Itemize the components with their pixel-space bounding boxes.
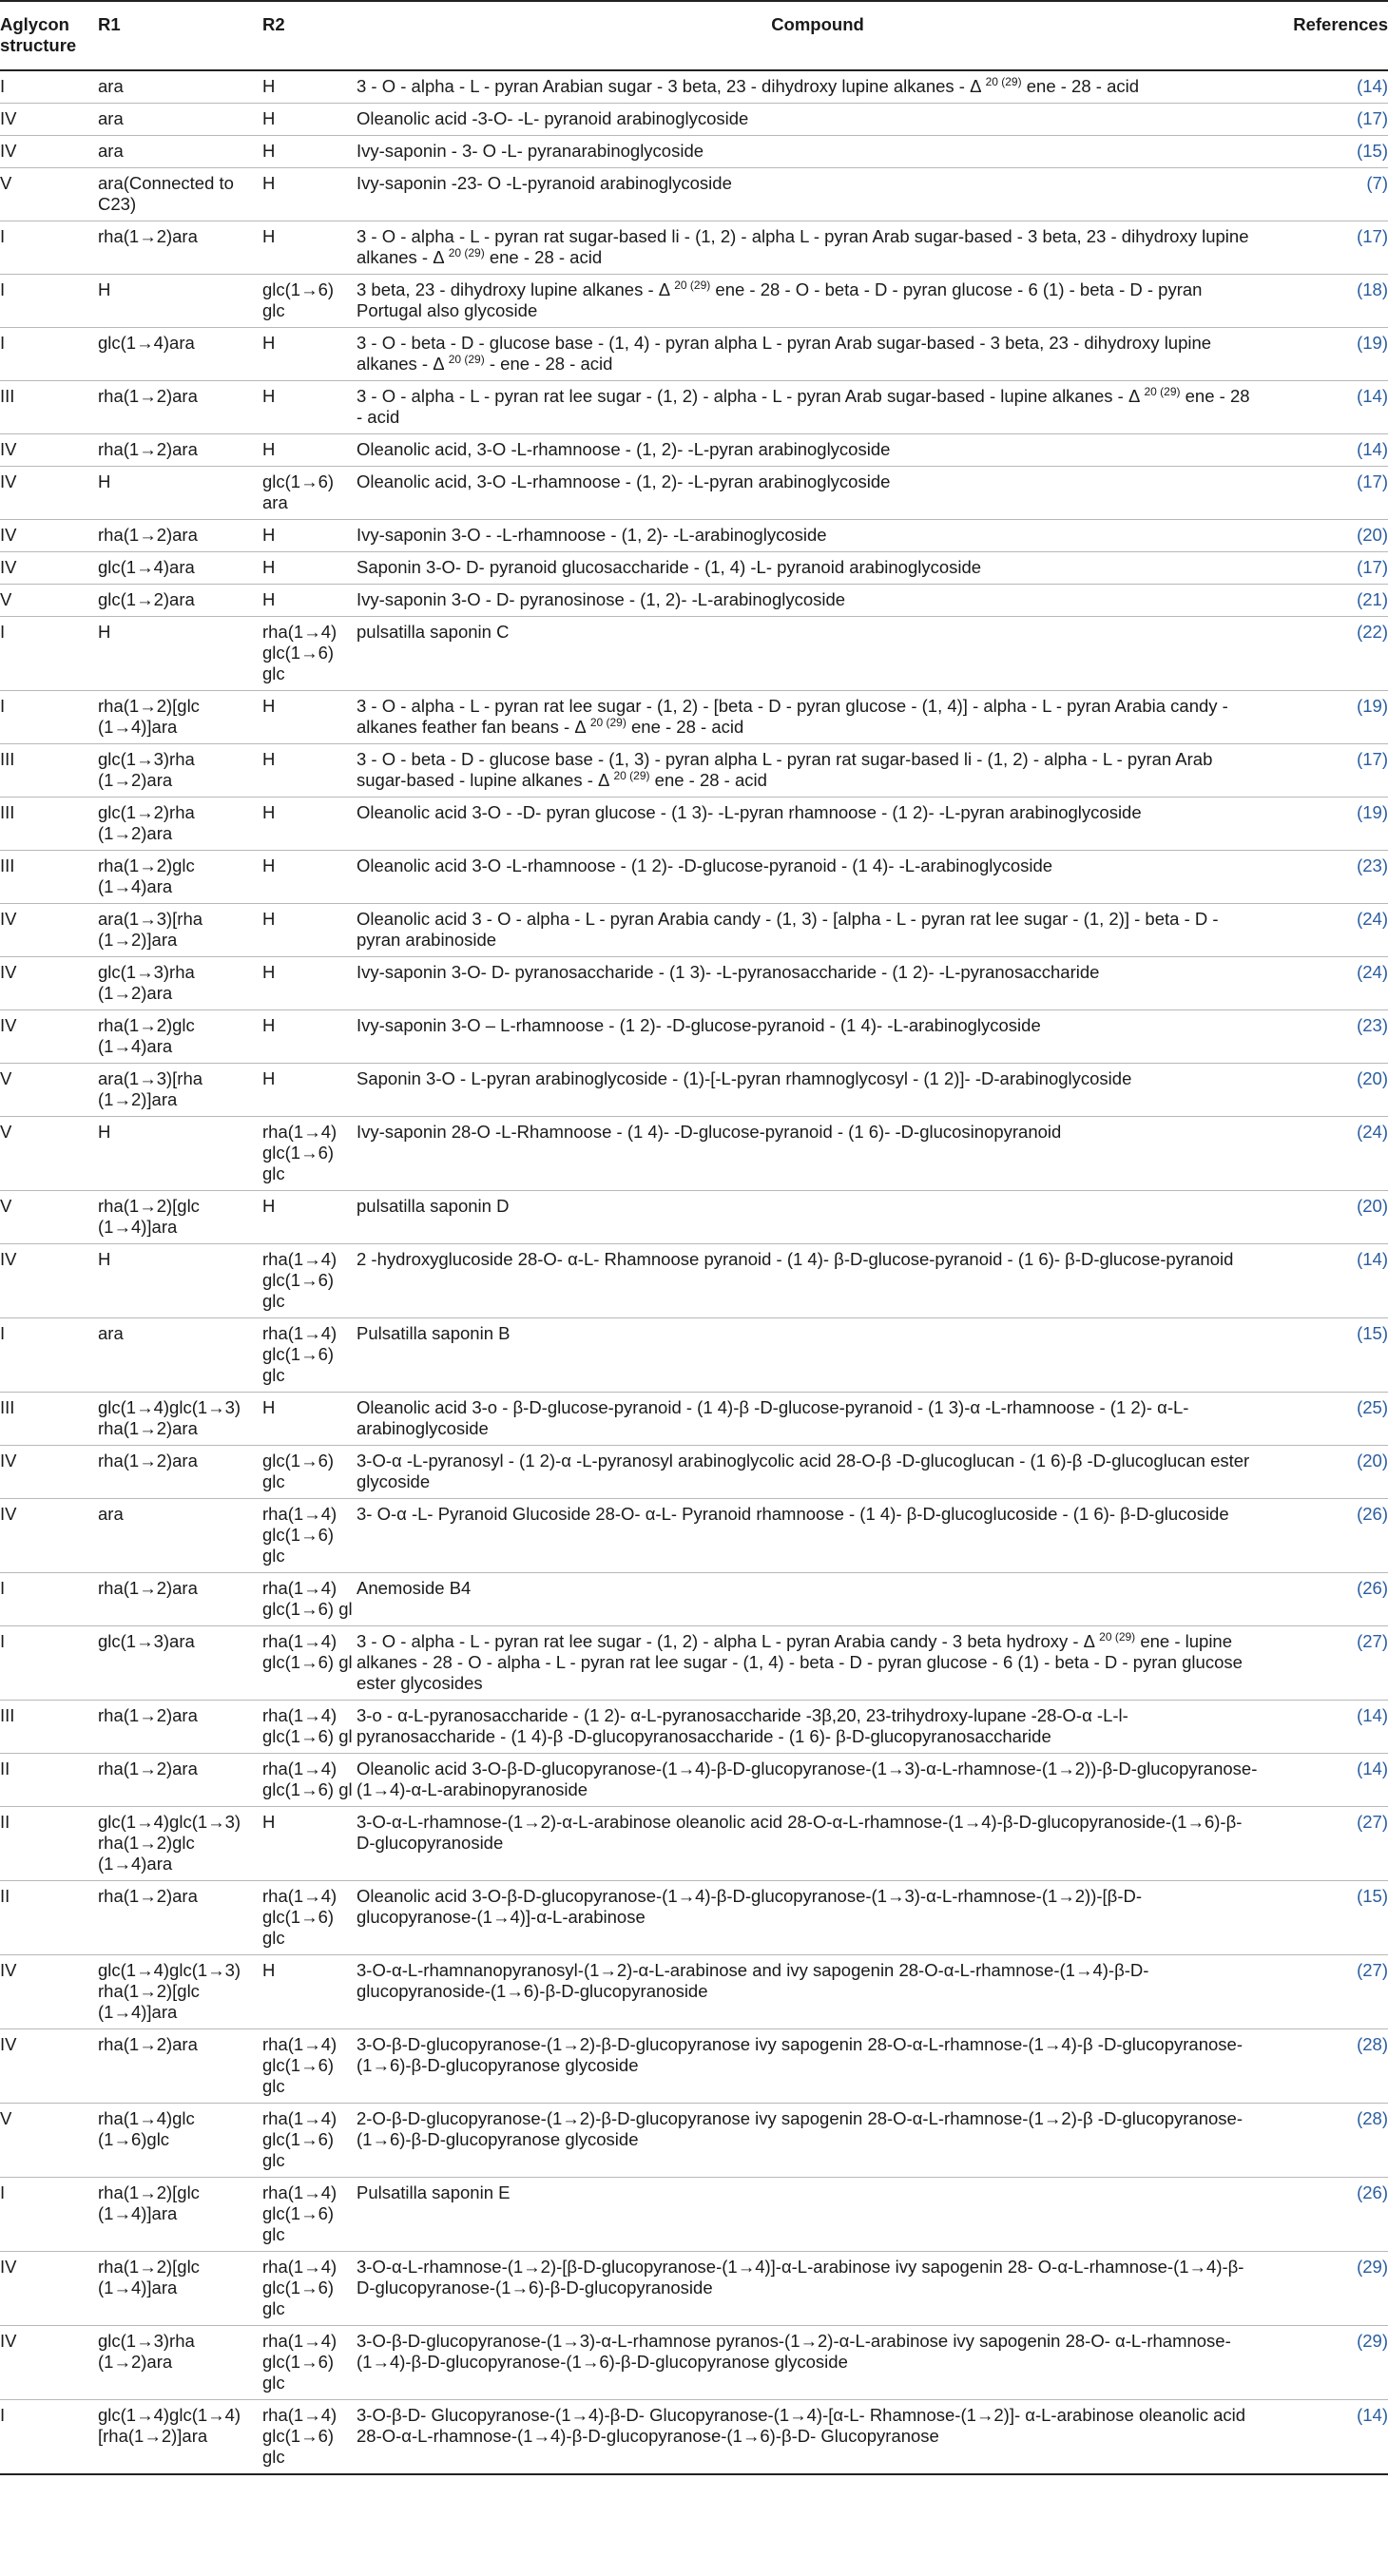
compound-cell: Ivy-saponin - 3- O -L- pyranarabinoglycoside bbox=[357, 136, 1279, 168]
r1-cell: rha(1→2)ara bbox=[98, 1754, 262, 1807]
table-row bbox=[0, 1499, 1388, 1573]
r1-cell: ara bbox=[98, 1318, 262, 1393]
reference-cell: (26) bbox=[1279, 2178, 1388, 2252]
aglycon-cell: I bbox=[0, 2178, 98, 2252]
reference-cell: (15) bbox=[1279, 136, 1388, 168]
aglycon-cell: I bbox=[0, 1626, 98, 1701]
r2-cell: glc(1→6) glc bbox=[262, 275, 357, 328]
compound-cell: 3 - O - alpha - L - pyran rat lee sugar - (1, 2) - [beta - D - pyran glucose - (1, 4)] - alpha - L - pyran Arabia candy - alkanes feather fan beans - Δ $^{20 (29)}$ ene - 28 - acid bbox=[357, 691, 1279, 744]
reference-cell: (27) bbox=[1279, 1807, 1388, 1881]
compound-cell: Anemoside B4 bbox=[357, 1573, 1279, 1626]
compound-cell: 3 beta, 23 - dihydroxy lupine alkanes - Δ $^{20 (29)}$ ene - 28 - O - beta - D - pyran glucose - 6 (1) - beta - D - pyran Portugal also glycoside bbox=[357, 275, 1279, 328]
r2-cell: H bbox=[262, 1010, 357, 1064]
compound-cell: 3-o - α-L-pyranosaccharide - (1 2)- α-L-pyranosaccharide -3β,20, 23-trihydroxy-lupane -28-O-α -L-l-pyranosaccharide - (1 4)-β -D-glucopyranosaccharide - (1 6)- β-D-glucopyranosaccharide bbox=[357, 1701, 1279, 1754]
reference-cell: (28) bbox=[1279, 2029, 1388, 2104]
r1-cell: rha(1→2)[glc (1→4)]ara bbox=[98, 691, 262, 744]
table-row bbox=[0, 168, 1388, 221]
aglycon-cell: III bbox=[0, 851, 98, 904]
r1-cell: H bbox=[98, 1117, 262, 1191]
reference-cell: (19) bbox=[1279, 328, 1388, 381]
table-row bbox=[0, 70, 1388, 104]
r1-cell: rha(1→2)ara bbox=[98, 1881, 262, 1955]
table-row bbox=[0, 2104, 1388, 2178]
header-compound: Compound bbox=[357, 1, 1279, 70]
aglycon-cell: III bbox=[0, 1701, 98, 1754]
reference-cell: (14) bbox=[1279, 1701, 1388, 1754]
r1-cell: rha(1→2)ara bbox=[98, 1446, 262, 1499]
table-row bbox=[0, 957, 1388, 1010]
table-row bbox=[0, 1393, 1388, 1446]
reference-cell: (29) bbox=[1279, 2326, 1388, 2400]
compound-cell: pulsatilla saponin C bbox=[357, 617, 1279, 691]
table-row bbox=[0, 1010, 1388, 1064]
reference-cell: (23) bbox=[1279, 1010, 1388, 1064]
aglycon-cell: IV bbox=[0, 136, 98, 168]
compound-cell: Oleanolic acid, 3-O -L-rhamnoose - (1, 2)- -L-pyran arabinoglycoside bbox=[357, 467, 1279, 520]
compound-cell: Oleanolic acid 3-O-β-D-glucopyranose-(1→4)-β-D-glucopyranose-(1→3)-α-L-rhamnose-(1→2))-β-D-glucopyranose-(1→4)-α-L-arabinopyranoside bbox=[357, 1754, 1279, 1807]
r2-cell: rha(1→4) glc(1→6) gl bbox=[262, 1626, 357, 1701]
r2-cell: H bbox=[262, 70, 357, 104]
aglycon-cell: IV bbox=[0, 104, 98, 136]
table-row bbox=[0, 2326, 1388, 2400]
reference-cell: (22) bbox=[1279, 617, 1388, 691]
aglycon-cell: IV bbox=[0, 1010, 98, 1064]
table-row bbox=[0, 552, 1388, 585]
r2-cell: rha(1→4) glc(1→6) glc bbox=[262, 2104, 357, 2178]
r1-cell: glc(1→4)ara bbox=[98, 552, 262, 585]
compound-cell: Oleanolic acid 3-O -L-rhamnoose - (1 2)- -D-glucose-pyranoid - (1 4)- -L-arabinoglycoside bbox=[357, 851, 1279, 904]
table-row bbox=[0, 1064, 1388, 1117]
aglycon-cell: IV bbox=[0, 1499, 98, 1573]
aglycon-cell: III bbox=[0, 744, 98, 798]
aglycon-cell: IV bbox=[0, 1955, 98, 2029]
compound-cell: 3 - O - alpha - L - pyran rat lee sugar - (1, 2) - alpha L - pyran Arabia candy - 3 beta hydroxy - Δ $^{20 (29)}$ ene - lupine alkanes - 28 - O - alpha - L - pyran rat lee sugar - (1, 4) - beta - D - pyran glucose - 6 (1) - beta - D - pyran glucose ester glycosides bbox=[357, 1626, 1279, 1701]
compound-cell: 3 - O - beta - D - glucose base - (1, 4) - pyran alpha L - pyran Arab sugar-based - 3 beta, 23 - dihydroxy lupine alkanes - Δ $^{20 (29)}$ - ene - 28 - acid bbox=[357, 328, 1279, 381]
reference-cell: (18) bbox=[1279, 275, 1388, 328]
table-row bbox=[0, 585, 1388, 617]
r2-cell: H bbox=[262, 1064, 357, 1117]
r1-cell: rha(1→2)ara bbox=[98, 2029, 262, 2104]
r2-cell: H bbox=[262, 851, 357, 904]
r1-cell: glc(1→3)ara bbox=[98, 1626, 262, 1701]
aglycon-cell: III bbox=[0, 798, 98, 851]
aglycon-cell: IV bbox=[0, 957, 98, 1010]
table-row bbox=[0, 617, 1388, 691]
reference-cell: (24) bbox=[1279, 957, 1388, 1010]
compound-cell: Ivy-saponin -23- O -L-pyranoid arabinoglycoside bbox=[357, 168, 1279, 221]
r1-cell: rha(1→2)ara bbox=[98, 520, 262, 552]
r1-cell: glc(1→3)rha (1→2)ara bbox=[98, 744, 262, 798]
r1-cell: ara bbox=[98, 104, 262, 136]
reference-cell: (24) bbox=[1279, 904, 1388, 957]
table-header-row bbox=[0, 1, 1388, 70]
r1-cell: glc(1→3)rha (1→2)ara bbox=[98, 957, 262, 1010]
r2-cell: H bbox=[262, 381, 357, 434]
table-row bbox=[0, 691, 1388, 744]
reference-cell: (15) bbox=[1279, 1881, 1388, 1955]
aglycon-cell: III bbox=[0, 1393, 98, 1446]
r1-cell: rha(1→2)[glc (1→4)]ara bbox=[98, 2252, 262, 2326]
aglycon-cell: IV bbox=[0, 1446, 98, 1499]
compound-cell: 3-O-α-L-rhamnanopyranosyl-(1→2)-α-L-arabinose and ivy sapogenin 28-O-α-L-rhamnose-(1→4)-β-D-glucopyranoside-(1→6)-β-D-glucopyranoside bbox=[357, 1955, 1279, 2029]
compound-cell: 3-O-β-D-glucopyranose-(1→2)-β-D-glucopyranose ivy sapogenin 28-O-α-L-rhamnose-(1→4)-β -D-glucopyranose-(1→6)-β-D-glucopyranose glycoside bbox=[357, 2029, 1279, 2104]
table-row bbox=[0, 2178, 1388, 2252]
table-row bbox=[0, 1191, 1388, 1244]
r2-cell: rha(1→4) glc(1→6) glc bbox=[262, 2326, 357, 2400]
r1-cell: glc(1→2)ara bbox=[98, 585, 262, 617]
compound-cell: 3-O-β-D- Glucopyranose-(1→4)-β-D- Glucopyranose-(1→4)-[α-L- Rhamnose-(1→2)]- α-L-arabinose oleanolic acid 28-O-α-L-rhamnose-(1→4)-β-D-glucopyranose-(1→6)-β-D- Glucopyranose bbox=[357, 2400, 1279, 2475]
aglycon-cell: I bbox=[0, 1573, 98, 1626]
reference-cell: (21) bbox=[1279, 585, 1388, 617]
r1-cell: ara(Connected to C23) bbox=[98, 168, 262, 221]
table-row bbox=[0, 520, 1388, 552]
reference-cell: (17) bbox=[1279, 104, 1388, 136]
r2-cell: H bbox=[262, 136, 357, 168]
r1-cell: rha(1→2)ara bbox=[98, 381, 262, 434]
r1-cell: ara bbox=[98, 70, 262, 104]
compound-cell: Ivy-saponin 3-O - -L-rhamnoose - (1, 2)- -L-arabinoglycoside bbox=[357, 520, 1279, 552]
aglycon-cell: IV bbox=[0, 2029, 98, 2104]
table-row bbox=[0, 434, 1388, 467]
compound-cell: 3-O-α -L-pyranosyl - (1 2)-α -L-pyranosyl arabinoglycolic acid 28-O-β -D-glucoglucan - (1 6)-β -D-glucoglucan ester glycoside bbox=[357, 1446, 1279, 1499]
r2-cell: rha(1→4) glc(1→6) glc bbox=[262, 1881, 357, 1955]
reference-cell: (14) bbox=[1279, 381, 1388, 434]
table-row bbox=[0, 798, 1388, 851]
aglycon-cell: V bbox=[0, 1191, 98, 1244]
r1-cell: glc(1→4)glc(1→4) [rha(1→2)]ara bbox=[98, 2400, 262, 2475]
table-row bbox=[0, 851, 1388, 904]
reference-cell: (14) bbox=[1279, 434, 1388, 467]
compound-cell: Oleanolic acid 3 - O - alpha - L - pyran Arabia candy - (1, 3) - [alpha - L - pyran rat lee sugar - (1, 2)] - beta - D - pyran arabinoside bbox=[357, 904, 1279, 957]
r1-cell: glc(1→4)ara bbox=[98, 328, 262, 381]
r2-cell: rha(1→4) glc(1→6) glc bbox=[262, 2400, 357, 2475]
r2-cell: H bbox=[262, 1955, 357, 2029]
r2-cell: rha(1→4) glc(1→6) glc bbox=[262, 1117, 357, 1191]
compound-cell: 2 -hydroxyglucoside 28-O- α-L- Rhamnoose pyranoid - (1 4)- β-D-glucose-pyranoid - (1 6)- β-D-glucose-pyranoid bbox=[357, 1244, 1279, 1318]
r1-cell: rha(1→2)ara bbox=[98, 1701, 262, 1754]
reference-cell: (14) bbox=[1279, 1754, 1388, 1807]
aglycon-cell: I bbox=[0, 221, 98, 275]
header-references: References bbox=[1279, 1, 1388, 70]
reference-cell: (24) bbox=[1279, 1117, 1388, 1191]
r2-cell: rha(1→4) glc(1→6) glc bbox=[262, 1318, 357, 1393]
reference-cell: (20) bbox=[1279, 1064, 1388, 1117]
r1-cell: rha(1→2)ara bbox=[98, 221, 262, 275]
table-row bbox=[0, 744, 1388, 798]
header-r2: R2 bbox=[262, 1, 357, 70]
compound-cell: pulsatilla saponin D bbox=[357, 1191, 1279, 1244]
table-row bbox=[0, 904, 1388, 957]
r2-cell: H bbox=[262, 957, 357, 1010]
aglycon-cell: IV bbox=[0, 2252, 98, 2326]
compound-cell: 3-O-β-D-glucopyranose-(1→3)-α-L-rhamnose pyranos-(1→2)-α-L-arabinose ivy sapogenin 28-O- α-L-rhamnose-(1→4)-β-D-glucopyranose-(1→6)-β-D-glucopyranose glycoside bbox=[357, 2326, 1279, 2400]
r1-cell: ara bbox=[98, 136, 262, 168]
aglycon-cell: V bbox=[0, 1117, 98, 1191]
r1-cell: ara bbox=[98, 1499, 262, 1573]
compound-cell: Ivy-saponin 3-O- D- pyranosaccharide - (1 3)- -L-pyranosaccharide - (1 2)- -L-pyranosaccharide bbox=[357, 957, 1279, 1010]
aglycon-cell: II bbox=[0, 1807, 98, 1881]
r2-cell: H bbox=[262, 520, 357, 552]
r2-cell: rha(1→4) glc(1→6) glc bbox=[262, 617, 357, 691]
r2-cell: rha(1→4) glc(1→6) gl bbox=[262, 1701, 357, 1754]
table-row bbox=[0, 2029, 1388, 2104]
table-row bbox=[0, 2252, 1388, 2326]
r2-cell: H bbox=[262, 552, 357, 585]
r1-cell: glc(1→3)rha (1→2)ara bbox=[98, 2326, 262, 2400]
table-row bbox=[0, 1117, 1388, 1191]
r2-cell: H bbox=[262, 1191, 357, 1244]
reference-cell: (29) bbox=[1279, 2252, 1388, 2326]
table-row bbox=[0, 221, 1388, 275]
table-row bbox=[0, 328, 1388, 381]
r1-cell: glc(1→2)rha (1→2)ara bbox=[98, 798, 262, 851]
compound-cell: Saponin 3-O- D- pyranoid glucosaccharide - (1, 4) -L- pyranoid arabinoglycoside bbox=[357, 552, 1279, 585]
r1-cell: rha(1→2)[glc (1→4)]ara bbox=[98, 1191, 262, 1244]
aglycon-cell: V bbox=[0, 585, 98, 617]
aglycon-cell: V bbox=[0, 2104, 98, 2178]
table-row bbox=[0, 1446, 1388, 1499]
reference-cell: (27) bbox=[1279, 1626, 1388, 1701]
aglycon-cell: IV bbox=[0, 2326, 98, 2400]
compound-cell: 3-O-α-L-rhamnose-(1→2)-[β-D-glucopyranose-(1→4)]-α-L-arabinose ivy sapogenin 28- O-α-L-rhamnose-(1→4)-β-D-glucopyranose-(1→6)-β-D-glucopyranoside bbox=[357, 2252, 1279, 2326]
table-row bbox=[0, 1244, 1388, 1318]
r1-cell: rha(1→2)glc (1→4)ara bbox=[98, 851, 262, 904]
r1-cell: rha(1→4)glc (1→6)glc bbox=[98, 2104, 262, 2178]
reference-cell: (20) bbox=[1279, 1191, 1388, 1244]
r2-cell: H bbox=[262, 328, 357, 381]
r2-cell: H bbox=[262, 691, 357, 744]
aglycon-cell: V bbox=[0, 168, 98, 221]
table-body bbox=[0, 70, 1388, 2474]
aglycon-cell: II bbox=[0, 1754, 98, 1807]
r2-cell: rha(1→4) glc(1→6) glc bbox=[262, 2178, 357, 2252]
r2-cell: glc(1→6) ara bbox=[262, 467, 357, 520]
compound-cell: 3 - O - alpha - L - pyran rat lee sugar - (1, 2) - alpha - L - pyran Arab sugar-based - lupine alkanes - Δ $^{20 (29)}$ ene - 28 - acid bbox=[357, 381, 1279, 434]
reference-cell: (17) bbox=[1279, 467, 1388, 520]
aglycon-cell: I bbox=[0, 328, 98, 381]
aglycon-cell: I bbox=[0, 70, 98, 104]
aglycon-cell: I bbox=[0, 275, 98, 328]
reference-cell: (15) bbox=[1279, 1318, 1388, 1393]
table-row bbox=[0, 1701, 1388, 1754]
r1-cell: glc(1→4)glc(1→3) rha(1→2)glc (1→4)ara bbox=[98, 1807, 262, 1881]
r2-cell: H bbox=[262, 221, 357, 275]
table-row bbox=[0, 1626, 1388, 1701]
reference-cell: (23) bbox=[1279, 851, 1388, 904]
reference-cell: (17) bbox=[1279, 221, 1388, 275]
aglycon-cell: II bbox=[0, 1881, 98, 1955]
compound-cell: 3 - O - alpha - L - pyran Arabian sugar - 3 beta, 23 - dihydroxy lupine alkanes - Δ $^{20 (29)}$ ene - 28 - acid bbox=[357, 70, 1279, 104]
r1-cell: rha(1→2)ara bbox=[98, 434, 262, 467]
reference-cell: (26) bbox=[1279, 1499, 1388, 1573]
r2-cell: rha(1→4) glc(1→6) glc bbox=[262, 2029, 357, 2104]
r2-cell: H bbox=[262, 744, 357, 798]
r2-cell: rha(1→4) glc(1→6) gl bbox=[262, 1573, 357, 1626]
table-row bbox=[0, 1881, 1388, 1955]
reference-cell: (20) bbox=[1279, 1446, 1388, 1499]
compound-cell: 2-O-β-D-glucopyranose-(1→2)-β-D-glucopyranose ivy sapogenin 28-O-α-L-rhamnose-(1→2)-β -D-glucopyranose-(1→6)-β-D-glucopyranose glycoside bbox=[357, 2104, 1279, 2178]
reference-cell: (17) bbox=[1279, 552, 1388, 585]
table-row bbox=[0, 275, 1388, 328]
header-r1: R1 bbox=[98, 1, 262, 70]
r2-cell: H bbox=[262, 798, 357, 851]
r2-cell: rha(1→4) glc(1→6) glc bbox=[262, 2252, 357, 2326]
r1-cell: ara(1→3)[rha (1→2)]ara bbox=[98, 904, 262, 957]
r2-cell: rha(1→4) glc(1→6) gl bbox=[262, 1754, 357, 1807]
compound-cell: Oleanolic acid -3-O- -L- pyranoid arabinoglycoside bbox=[357, 104, 1279, 136]
compound-cell: Oleanolic acid 3-o - β-D-glucose-pyranoid - (1 4)-β -D-glucose-pyranoid - (1 3)-α -L-rhamnoose - (1 2)- α-L-arabinoglycoside bbox=[357, 1393, 1279, 1446]
r2-cell: rha(1→4) glc(1→6) glc bbox=[262, 1499, 357, 1573]
table-row bbox=[0, 2400, 1388, 2475]
reference-cell: (26) bbox=[1279, 1573, 1388, 1626]
r1-cell: rha(1→2)ara bbox=[98, 1573, 262, 1626]
compound-cell: Oleanolic acid 3-O-β-D-glucopyranose-(1→4)-β-D-glucopyranose-(1→3)-α-L-rhamnose-(1→2))-[β-D-glucopyranose-(1→4)]-α-L-arabinose bbox=[357, 1881, 1279, 1955]
aglycon-cell: I bbox=[0, 1318, 98, 1393]
reference-cell: (14) bbox=[1279, 70, 1388, 104]
r2-cell: rha(1→4) glc(1→6) glc bbox=[262, 1244, 357, 1318]
compound-cell: Pulsatilla saponin E bbox=[357, 2178, 1279, 2252]
table-row bbox=[0, 136, 1388, 168]
compound-cell: Ivy-saponin 3-O – L-rhamnoose - (1 2)- -D-glucose-pyranoid - (1 4)- -L-arabinoglycoside bbox=[357, 1010, 1279, 1064]
r2-cell: H bbox=[262, 434, 357, 467]
r1-cell: H bbox=[98, 1244, 262, 1318]
aglycon-cell: I bbox=[0, 2400, 98, 2475]
header-aglycon: Aglycon structure bbox=[0, 1, 98, 70]
r2-cell: H bbox=[262, 1393, 357, 1446]
aglycon-cell: IV bbox=[0, 552, 98, 585]
reference-cell: (28) bbox=[1279, 2104, 1388, 2178]
table-row bbox=[0, 1573, 1388, 1626]
r1-cell: H bbox=[98, 617, 262, 691]
r1-cell: rha(1→2)[glc (1→4)]ara bbox=[98, 2178, 262, 2252]
aglycon-cell: IV bbox=[0, 467, 98, 520]
reference-cell: (19) bbox=[1279, 798, 1388, 851]
r2-cell: glc(1→6) glc bbox=[262, 1446, 357, 1499]
table-row bbox=[0, 467, 1388, 520]
reference-cell: (20) bbox=[1279, 520, 1388, 552]
r1-cell: rha(1→2)glc (1→4)ara bbox=[98, 1010, 262, 1064]
r2-cell: H bbox=[262, 904, 357, 957]
r2-cell: H bbox=[262, 104, 357, 136]
compound-cell: Oleanolic acid 3-O - -D- pyran glucose - (1 3)- -L-pyran rhamnoose - (1 2)- -L-pyran arabinoglycoside bbox=[357, 798, 1279, 851]
reference-cell: (17) bbox=[1279, 744, 1388, 798]
compound-cell: 3- O-α -L- Pyranoid Glucoside 28-O- α-L- Pyranoid rhamnoose - (1 4)- β-D-glucoglucoside - (1 6)- β-D-glucoside bbox=[357, 1499, 1279, 1573]
reference-cell: (27) bbox=[1279, 1955, 1388, 2029]
r1-cell: glc(1→4)glc(1→3) rha(1→2)ara bbox=[98, 1393, 262, 1446]
aglycon-cell: III bbox=[0, 381, 98, 434]
compound-cell: Oleanolic acid, 3-O -L-rhamnoose - (1, 2)- -L-pyran arabinoglycoside bbox=[357, 434, 1279, 467]
reference-cell: (14) bbox=[1279, 1244, 1388, 1318]
table-row bbox=[0, 381, 1388, 434]
r2-cell: H bbox=[262, 1807, 357, 1881]
table-row bbox=[0, 1318, 1388, 1393]
r1-cell: H bbox=[98, 467, 262, 520]
compound-cell: Saponin 3-O - L-pyran arabinoglycoside - (1)-[-L-pyran rhamnoglycosyl - (1 2)]- -D-arabinoglycoside bbox=[357, 1064, 1279, 1117]
aglycon-cell: IV bbox=[0, 520, 98, 552]
aglycon-cell: V bbox=[0, 1064, 98, 1117]
compound-cell: 3-O-α-L-rhamnose-(1→2)-α-L-arabinose oleanolic acid 28-O-α-L-rhamnose-(1→4)-β-D-glucopyranoside-(1→6)-β-D-glucopyranoside bbox=[357, 1807, 1279, 1881]
r2-cell: H bbox=[262, 168, 357, 221]
compound-cell: 3 - O - beta - D - glucose base - (1, 3) - pyran alpha L - pyran rat sugar-based li - (1, 2) - alpha - L - pyran Arab sugar-based - lupine alkanes - Δ $^{20 (29)}$ ene - 28 - acid bbox=[357, 744, 1279, 798]
table-row bbox=[0, 1807, 1388, 1881]
aglycon-cell: I bbox=[0, 617, 98, 691]
reference-cell: (7) bbox=[1279, 168, 1388, 221]
reference-cell: (14) bbox=[1279, 2400, 1388, 2475]
r1-cell: ara(1→3)[rha (1→2)]ara bbox=[98, 1064, 262, 1117]
aglycon-cell: IV bbox=[0, 904, 98, 957]
compound-cell: Ivy-saponin 28-O -L-Rhamnoose - (1 4)- -D-glucose-pyranoid - (1 6)- -D-glucosinopyranoid bbox=[357, 1117, 1279, 1191]
aglycon-cell: I bbox=[0, 691, 98, 744]
compound-cell: Pulsatilla saponin B bbox=[357, 1318, 1279, 1393]
compound-cell: 3 - O - alpha - L - pyran rat sugar-based li - (1, 2) - alpha L - pyran Arab sugar-based - 3 beta, 23 - dihydroxy lupine alkanes - Δ $^{20 (29)}$ ene - 28 - acid bbox=[357, 221, 1279, 275]
table-row bbox=[0, 1754, 1388, 1807]
r2-cell: H bbox=[262, 585, 357, 617]
reference-cell: (19) bbox=[1279, 691, 1388, 744]
aglycon-cell: IV bbox=[0, 1244, 98, 1318]
aglycon-cell: IV bbox=[0, 434, 98, 467]
table-row bbox=[0, 1955, 1388, 2029]
compound-cell: Ivy-saponin 3-O - D- pyranosinose - (1, 2)- -L-arabinoglycoside bbox=[357, 585, 1279, 617]
table-row bbox=[0, 104, 1388, 136]
r1-cell: H bbox=[98, 275, 262, 328]
reference-cell: (25) bbox=[1279, 1393, 1388, 1446]
r1-cell: glc(1→4)glc(1→3) rha(1→2)[glc (1→4)]ara bbox=[98, 1955, 262, 2029]
